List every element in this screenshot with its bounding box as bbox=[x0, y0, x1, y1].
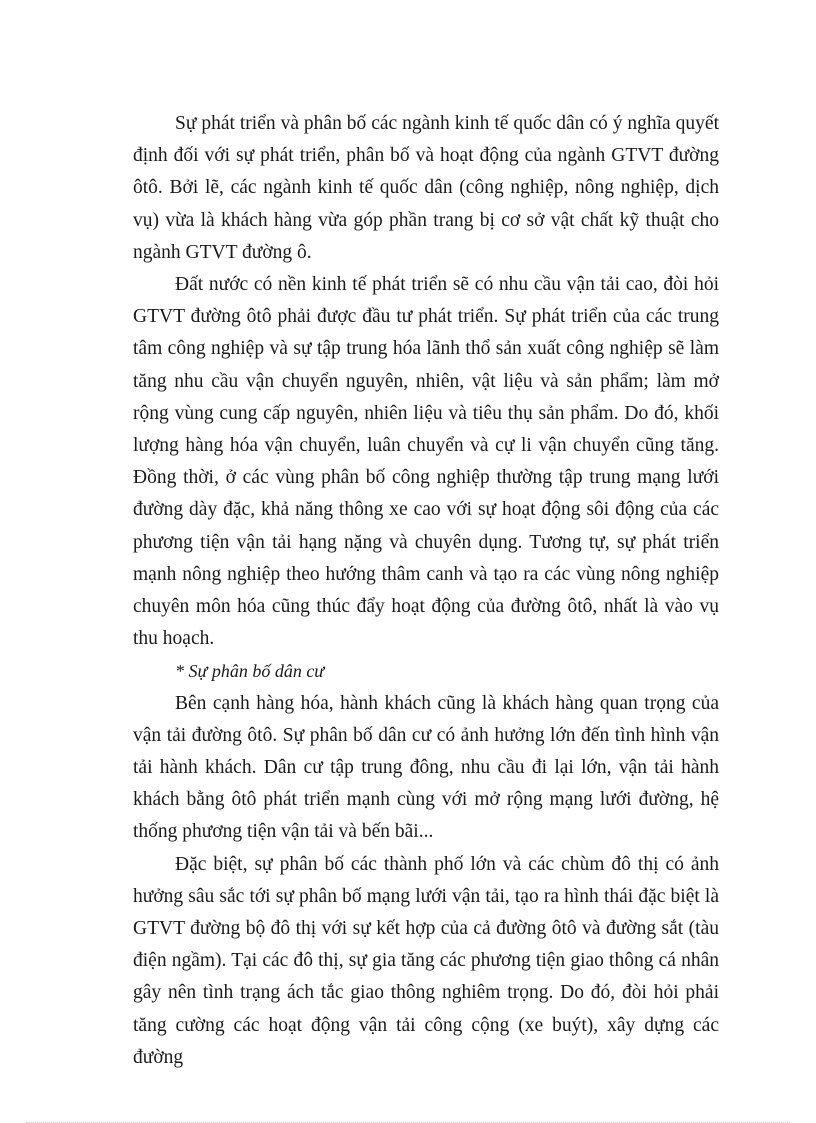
paragraph-economic-development: Đất nước có nền kinh tế phát triển sẽ có nhu cầu vận tải cao, đòi hỏi GTVT đường ôtô phải được đầu tư phát triển. Sự phát triển của các trung tâm công nghiệp và sự tập trung hóa lãnh thổ sản xuất công nghiệp sẽ làm tăng nhu cầu vận chuyển nguyên, nhiên, vật liệu và sản phẩm; làm mở rộng vùng cung cấp nguyên, nhiên liệu và tiêu thụ sản phẩm. Do đó, khối lượng hàng hóa vận chuyển, luân chuyển và cự li vận chuyển cũng tăng. Đồng thời, ở các vùng phân bố công nghiệp thường tập trung mạng lưới đường dày đặc, khả năng thông xe cao với sự hoạt động sôi động của các phương tiện vận tải hạng nặng và chuyên dụng. Tương tự, sự phát triển mạnh nông nghiệp theo hướng thâm canh và tạo ra các vùng nông nghiệp chuyên môn hóa cũng thúc đẩy hoạt động của đường ôtô, nhất là vào vụ thu hoạch. bbox=[133, 274, 719, 650]
paragraph-passengers: Bên cạnh hàng hóa, hành khách cũng là khách hàng quan trọng của vận tải đường ôtô. Sự phân bố dân cư có ảnh hưởng lớn đến tình hình vận tải hành khách. Dân cư tập trung đông, nhu cầu đi lại lớn, vận tải hành khách bằng ôtô phát triển mạnh cùng với mở rộng mạng lưới đường, hệ thống phương tiện vận tải và bến bãi... bbox=[133, 692, 719, 843]
section-heading-population: * Sự phân bố dân cư bbox=[175, 661, 325, 682]
paragraph-economic-sectors: Sự phát triển và phân bố các ngành kinh tế quốc dân có ý nghĩa quyết định đối với sự phát triển, phân bố và hoạt động của ngành GTVT đường ôtô. Bởi lẽ, các ngành kinh tế quốc dân (công nghiệp, nông nghiệp, dịch vụ) vừa là khách hàng vừa góp phần trang bị cơ sở vật chất kỹ thuật cho ngành GTVT đường ô. bbox=[133, 113, 719, 263]
document-body bbox=[133, 108, 719, 1074]
paragraph-urban-areas: Đặc biệt, sự phân bố các thành phố lớn và các chùm đô thị có ảnh hưởng sâu sắc tới sự phân bố mạng lưới vận tải, tạo ra hình thái đặc biệt là GTVT đường bộ đô thị với sự kết hợp của cả đường ôtô và đường sắt (tàu điện ngầm). Tại các đô thị, sự gia tăng các phương tiện giao thông cá nhân gây nên tình trạng ách tắc giao thông nghiêm trọng. Do đó, đòi hỏi phải tăng cường các hoạt động vận tải công cộng (xe buýt), xây dựng các đường bbox=[133, 853, 719, 1068]
